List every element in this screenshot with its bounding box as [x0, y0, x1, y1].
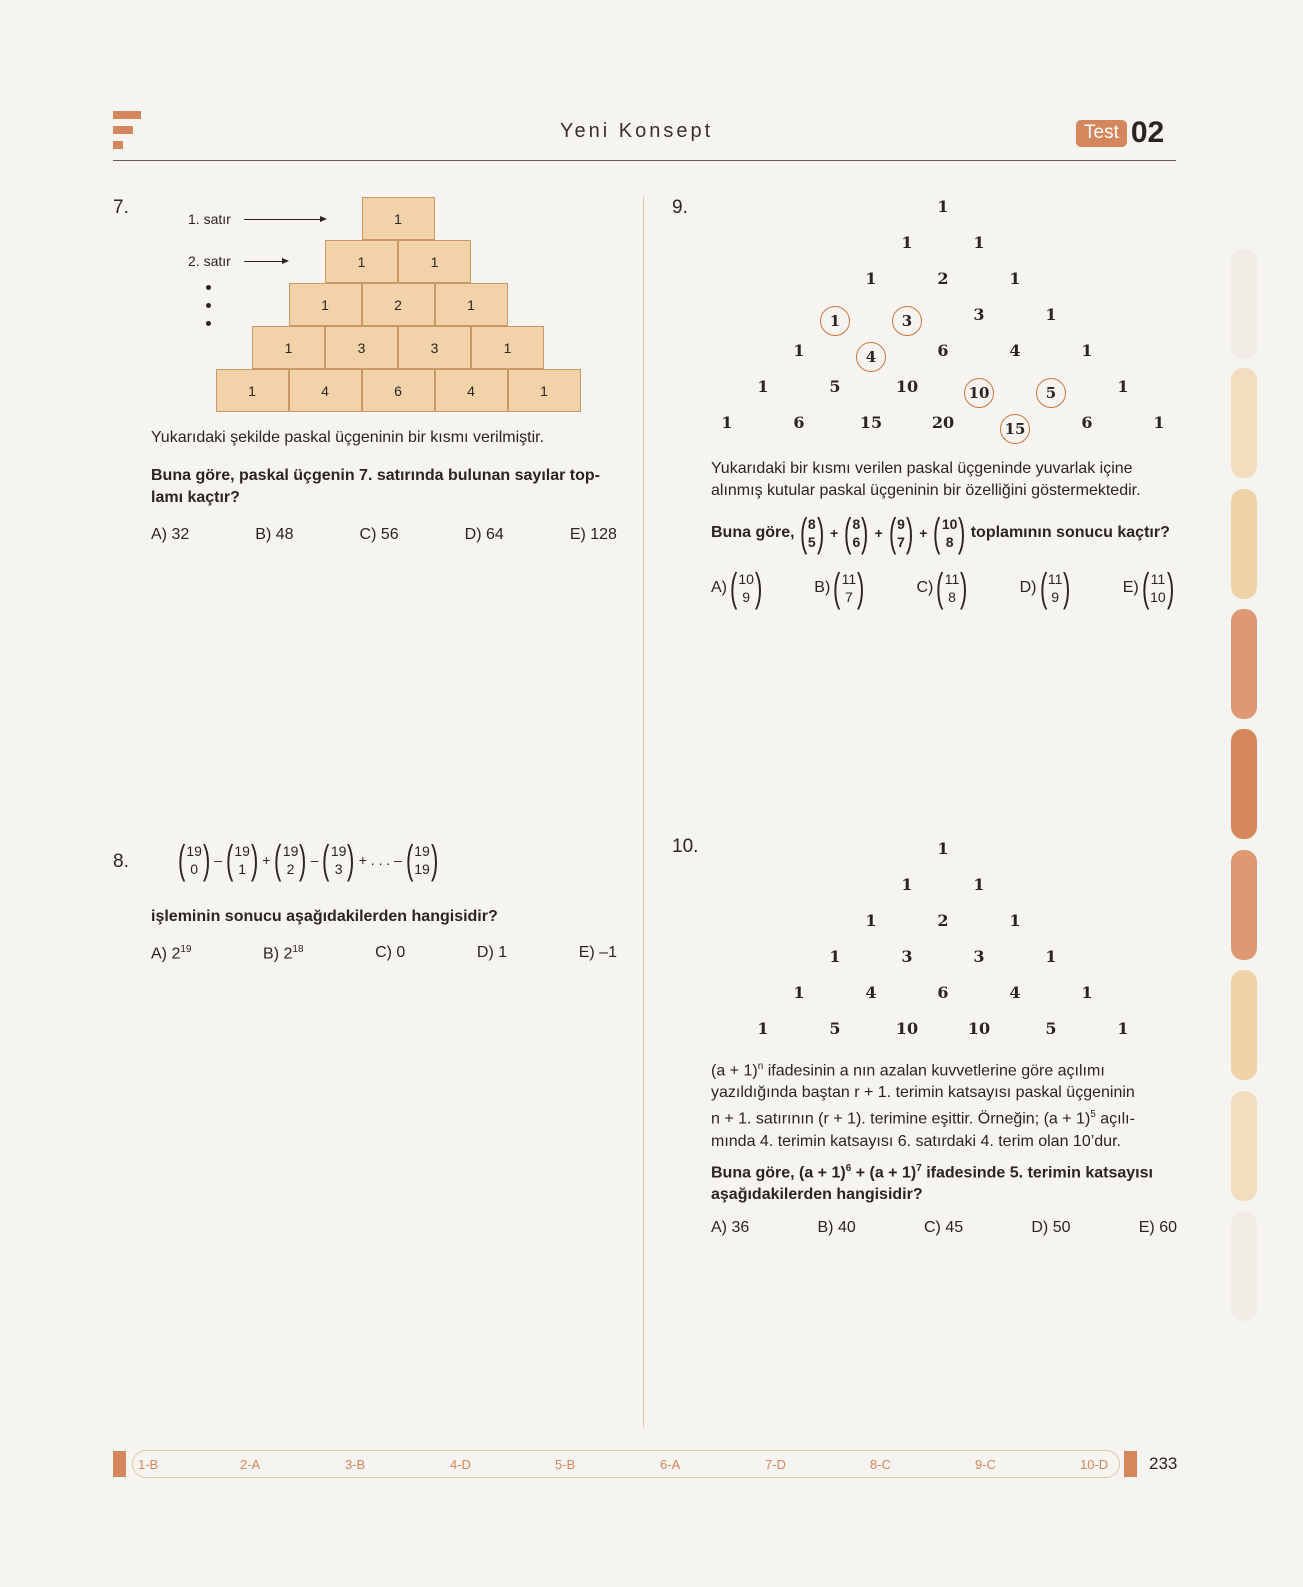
q7-number: 7.: [113, 197, 129, 218]
pascal-number: 3: [973, 305, 985, 324]
pascal-number: 1: [973, 875, 985, 894]
pascal-number: 6: [793, 413, 805, 432]
triangle-cell: 1: [325, 240, 398, 283]
binom-k: 10: [1150, 589, 1166, 605]
chapter-tab[interactable]: [1231, 249, 1257, 359]
binomial-term: ( 8 5 ): [799, 511, 825, 555]
option-e[interactable]: E) 128: [569, 526, 617, 543]
option-c[interactable]: C) 56: [359, 526, 399, 543]
circled-number: 4: [856, 342, 886, 372]
option-binomial: ( 11 10 ): [1141, 566, 1174, 610]
pascal-number: 1: [1153, 413, 1165, 432]
triangle-cell: 1: [471, 326, 544, 369]
pascal-number: 1: [901, 875, 913, 894]
q10-pascal-triangle: [700, 837, 1190, 1047]
question-prefix: Buna göre,: [711, 524, 795, 541]
binom-n: 10: [941, 516, 958, 532]
operator: –: [214, 852, 223, 868]
option-d[interactable]: [1020, 568, 1074, 608]
binom-k: 7: [897, 534, 905, 550]
option-binomial: ( 11 8 ): [936, 566, 968, 610]
header-divider: [113, 160, 1176, 161]
footer-right-marker: [1124, 1451, 1137, 1477]
option-a[interactable]: [711, 568, 765, 608]
binom-k: 5: [807, 534, 816, 550]
pascal-number: 1: [757, 377, 769, 396]
pascal-number: 1: [793, 341, 805, 360]
pascal-number: 1: [1045, 305, 1057, 324]
answer-key-item: 8-C: [870, 1457, 891, 1472]
triangle-cell: 3: [325, 326, 398, 369]
pascal-number: 1: [1081, 983, 1093, 1002]
circled-number: 5: [1036, 378, 1066, 408]
binom-k: 6: [852, 534, 861, 550]
binomial-term: ( 8 6 ): [844, 511, 869, 555]
option-e[interactable]: [1123, 568, 1177, 608]
answer-key-item: 9-C: [975, 1457, 996, 1472]
triangle-cell: 3: [398, 326, 471, 369]
chapter-tab[interactable]: [1231, 1211, 1257, 1321]
answer-key-strip: [132, 1450, 1120, 1478]
chapter-tab[interactable]: [1231, 850, 1257, 960]
triangle-cell: 4: [435, 369, 508, 412]
option-b[interactable]: [814, 568, 867, 608]
pascal-number: 2: [937, 911, 949, 930]
test-number: 02: [1130, 116, 1165, 149]
row2-label: 2. satır: [188, 253, 231, 269]
binom-n: 8: [807, 516, 816, 532]
option-e[interactable]: E) –1: [578, 944, 617, 961]
operator: –: [310, 852, 319, 868]
binom-n: 19: [282, 843, 299, 859]
triangle-cell: 1: [289, 283, 362, 326]
binom-n: 19: [330, 843, 347, 859]
binomial-term: ( 9 7 ): [888, 511, 914, 555]
q7-options: [151, 526, 617, 544]
pascal-number: 1: [1009, 911, 1021, 930]
option-b[interactable]: B) 48: [255, 526, 294, 543]
triangle-cell: 1: [362, 197, 435, 240]
q10-options: [711, 1219, 1177, 1237]
pascal-number: 1: [1009, 269, 1021, 288]
test-badge: Test: [1076, 120, 1127, 147]
binom-k: 8: [945, 534, 954, 550]
binomial-term: ( 19 2 ): [274, 838, 307, 882]
ellipsis-dot: [206, 303, 211, 308]
pascal-number: 1: [1081, 341, 1093, 360]
binomial-term: ( 10 8 ): [933, 511, 966, 555]
pascal-number: 1: [1117, 1019, 1129, 1038]
ellipsis-dot: [206, 321, 211, 326]
binom-n: 19: [414, 843, 430, 859]
binom-n: 11: [944, 571, 960, 587]
triangle-cell: 1: [508, 369, 581, 412]
option-binomial: ( 10 9 ): [729, 566, 763, 610]
option-label: C): [916, 579, 934, 596]
chapter-tab[interactable]: [1231, 489, 1257, 599]
q7-question: Buna göre, paskal üçgenin 7. satırında bulunan sayılar top- lamı kaçtır?: [151, 467, 600, 506]
answer-key-item: 3-B: [345, 1457, 366, 1472]
binomial-term: ( 19 1 ): [226, 838, 259, 882]
pascal-number: 4: [865, 983, 877, 1002]
answer-key-item: 10-D: [1080, 1457, 1109, 1472]
triangle-cell: 1: [398, 240, 471, 283]
q9-pascal-triangle: [700, 195, 1190, 445]
pascal-number: 4: [1009, 983, 1021, 1002]
q9-question: [711, 513, 1170, 553]
binom-k: 9: [742, 589, 751, 605]
binom-k: 9: [1051, 589, 1060, 605]
ellipsis-dot: [206, 285, 211, 290]
pascal-number: 1: [937, 197, 949, 216]
option-c[interactable]: C) 0: [375, 944, 406, 961]
q10-text: $(a + 1)^n$ ifadesinin a nın azalan kuvvetlerine göre açılımı yazıldığında baştan r + 1. terimin katsayısı paskal üçgeninin n + 1. satırının (r + 1). terimine eşittir. Örneğin; $(a + 1)^5$ açılı- mında 4. terimin katsayısı 6. satırdaki 4. terim olan 10’dur.: [711, 1061, 1135, 1150]
pascal-number: 3: [901, 947, 913, 966]
pascal-number: 1: [901, 233, 913, 252]
answer-key-item: 7-D: [765, 1457, 786, 1472]
operator: + . . . –: [358, 852, 402, 868]
option-e[interactable]: E) 60: [1138, 1219, 1177, 1236]
pascal-number: 1: [757, 1019, 769, 1038]
chapter-tab[interactable]: [1231, 1091, 1257, 1201]
triangle-cell: 1: [252, 326, 325, 369]
pascal-number: 6: [1081, 413, 1093, 432]
q9-text: Yukarıdaki bir kısmı verilen paskal üçgeninde yuvarlak içine alınmış kutular paskal üçgeninin bir özelliğini göstermektedir.: [711, 460, 1141, 499]
pascal-number: 6: [937, 341, 949, 360]
row1-label: 1. satır: [188, 211, 231, 227]
option-b[interactable]: B) $2^{18}$: [263, 944, 304, 963]
option-label: D): [1019, 579, 1037, 596]
binomial-term: ( 19 3 ): [322, 838, 355, 882]
binom-k: 7: [844, 589, 853, 605]
pascal-number: 10: [895, 1019, 919, 1038]
binom-n: 11: [1047, 571, 1063, 587]
q8-question: işleminin sonucu aşağıdakilerden hangisidir?: [151, 908, 498, 925]
option-a[interactable]: A) $2^{19}$: [151, 944, 192, 963]
option-d[interactable]: D) 50: [1031, 1219, 1071, 1236]
answer-key-item: 2-A: [240, 1457, 261, 1472]
pascal-number: 1: [973, 233, 985, 252]
binom-n: 8: [852, 516, 861, 532]
answer-key-item: 1-B: [138, 1457, 159, 1472]
option-binomial: ( 11 9 ): [1039, 566, 1071, 610]
answer-key-item: 4-D: [450, 1457, 471, 1472]
pascal-number: 5: [829, 1019, 841, 1038]
pascal-number: 10: [967, 1019, 991, 1038]
pascal-number: 1: [793, 983, 805, 1002]
circled-number: 15: [1000, 414, 1030, 444]
pascal-number: 6: [937, 983, 949, 1002]
binom-n: 11: [1150, 571, 1166, 587]
pascal-number: 2: [937, 269, 949, 288]
pascal-number: 1: [1117, 377, 1129, 396]
binom-k: 8: [948, 589, 956, 605]
option-a[interactable]: A) 36: [711, 1219, 750, 1236]
pascal-number: 5: [829, 377, 841, 396]
footer-left-marker: [113, 1451, 126, 1477]
q7-text: Yukarıdaki şekilde paskal üçgeninin bir kısmı verilmiştir.: [151, 429, 545, 446]
circled-number: 10: [964, 378, 994, 408]
q8-number: 8.: [113, 851, 129, 872]
option-c[interactable]: C) 45: [924, 1219, 964, 1236]
q9-options: [711, 568, 1177, 608]
operator: +: [262, 852, 271, 868]
pascal-number: 15: [859, 413, 883, 432]
q7-figure: [180, 195, 590, 415]
column-divider: [643, 197, 644, 1427]
chapter-tab[interactable]: [1231, 609, 1257, 719]
q10-number: 10.: [672, 836, 699, 857]
pascal-number: 1: [937, 839, 949, 858]
triangle-cell: 1: [216, 369, 289, 412]
triangle-cell: 2: [362, 283, 435, 326]
plus-sign: +: [919, 525, 928, 541]
pascal-number: 1: [865, 269, 877, 288]
option-label: E): [1122, 579, 1139, 596]
pascal-number: 1: [865, 911, 877, 930]
binom-n: 19: [234, 843, 250, 859]
answer-key-item: 5-B: [555, 1457, 576, 1472]
triangle-cell: 1: [435, 283, 508, 326]
q9-number: 9.: [672, 197, 688, 218]
plus-sign: +: [874, 525, 883, 541]
pascal-number: 1: [721, 413, 733, 432]
pascal-number: 1: [829, 947, 841, 966]
triangle-cell: 6: [362, 369, 435, 412]
pascal-number: 10: [895, 377, 919, 396]
binom-k: 3: [334, 861, 343, 877]
binom-n: 11: [841, 571, 857, 587]
q10-question: Buna göre, $(a + 1)^6 + (a + 1)^7$ ifadesinde 5. terimin katsayısı aşağıdakilerden hangisidir?: [711, 1163, 1153, 1204]
question-suffix: toplamının sonucu kaçtır?: [970, 524, 1170, 541]
pascal-number: 3: [973, 947, 985, 966]
page-number: 233: [1149, 1454, 1178, 1473]
q8-expression: [175, 840, 441, 880]
plus-sign: +: [830, 525, 839, 541]
chapter-tab[interactable]: [1231, 970, 1257, 1080]
binom-n: 9: [897, 516, 905, 532]
binomial-term: ( 19 19 ): [405, 838, 439, 882]
circled-number: 3: [892, 306, 922, 336]
option-c[interactable]: [917, 568, 971, 608]
binom-n: 19: [186, 843, 202, 859]
option-binomial: ( 11 7 ): [833, 566, 865, 610]
option-label: A): [711, 579, 727, 596]
publisher-logo: [113, 111, 143, 151]
option-label: B): [814, 579, 831, 596]
binom-k: 1: [238, 861, 247, 877]
option-d[interactable]: D) 64: [464, 526, 504, 543]
binom-k: 0: [190, 861, 199, 877]
option-b[interactable]: B) 40: [817, 1219, 856, 1236]
pascal-number: 4: [1009, 341, 1021, 360]
header-title: Yeni Konsept: [560, 120, 714, 142]
answer-key-item: 6-A: [660, 1457, 681, 1472]
chapter-tab[interactable]: [1231, 729, 1257, 839]
pascal-number: 5: [1045, 1019, 1057, 1038]
circled-number: 1: [820, 306, 850, 336]
binomial-term: ( 19 0 ): [177, 838, 211, 882]
binom-k: 2: [286, 861, 295, 877]
option-d[interactable]: D) 1: [476, 944, 508, 961]
pascal-number: 20: [931, 413, 955, 432]
q8-options: [151, 944, 617, 963]
triangle-cell: 4: [289, 369, 362, 412]
option-a[interactable]: A) 32: [151, 526, 190, 543]
binom-n: 10: [738, 571, 754, 587]
pascal-number: 1: [1045, 947, 1057, 966]
binom-k: 19: [414, 861, 430, 877]
chapter-tab[interactable]: [1231, 368, 1257, 478]
